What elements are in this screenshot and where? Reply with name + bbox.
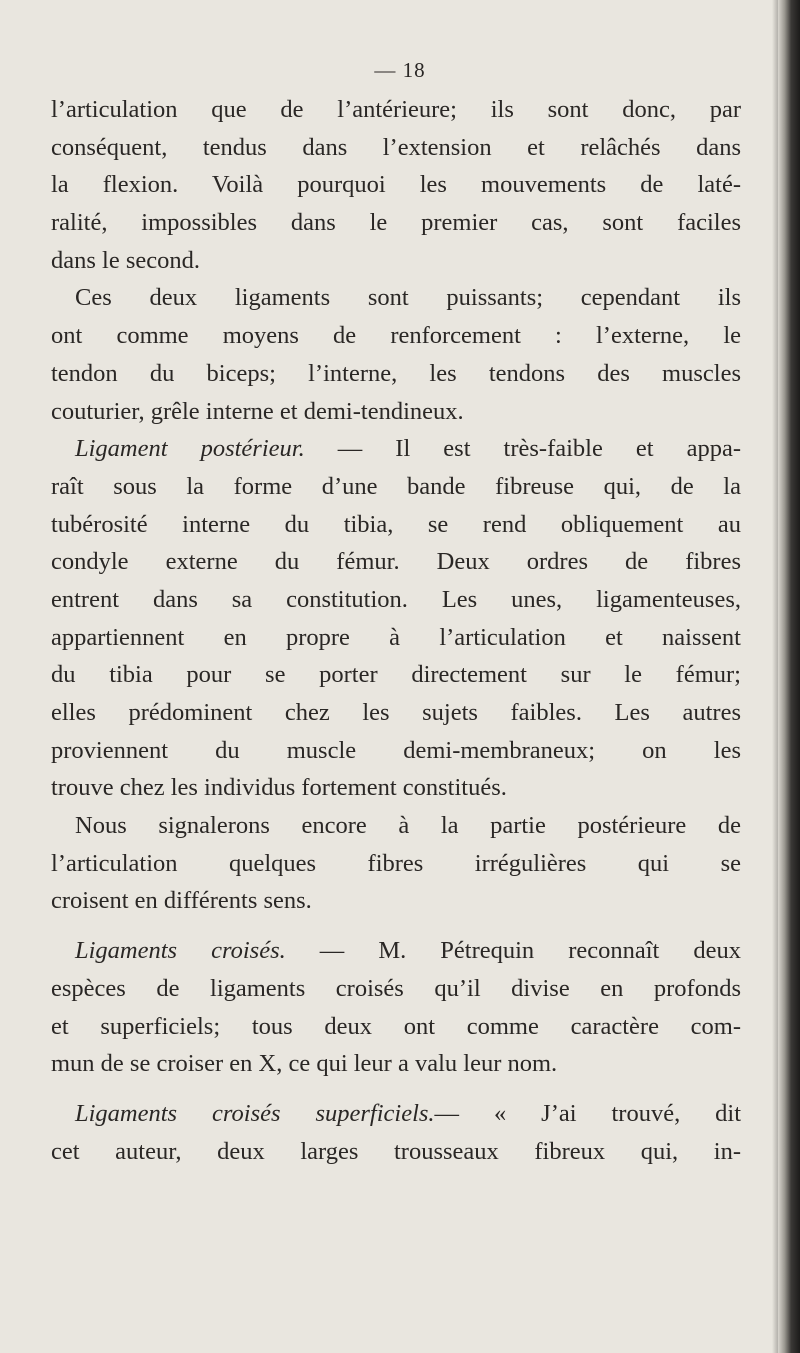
text-line: couturier, grêle interne et demi-tendineux.	[51, 397, 464, 425]
text-line: conséquent, tendus dans l’extension et relâchés dans	[51, 133, 741, 161]
text-line: proviennent du muscle demi-membraneux; on les	[51, 736, 741, 764]
text-run: — « J’ai trouvé, dit	[434, 1099, 741, 1127]
text-line: mun de se croiser en X, ce qui leur a valu leur nom.	[51, 1050, 558, 1078]
text-line: la flexion. Voilà pourquoi les mouvements de laté-	[51, 171, 741, 199]
text-line: ralité, impossibles dans le premier cas, sont faciles	[51, 209, 741, 237]
text-run: — M. Pétrequin reconnaît deux	[285, 937, 741, 965]
section-heading: Ligaments croisés superficiels.	[75, 1099, 435, 1127]
text-line: condyle externe du fémur. Deux ordres de fibres	[51, 548, 741, 576]
text-line: tubérosité interne du tibia, se rend obliquement au	[51, 510, 741, 538]
text-line: cet auteur, deux larges trousseaux fibreux qui, in-	[51, 1137, 741, 1165]
text-line: du tibia pour se porter directement sur le fémur;	[51, 661, 741, 689]
text-line: Ces deux ligaments sont puissants; cependant ils	[75, 284, 741, 312]
text-line: et superficiels; tous deux ont comme caractère com-	[51, 1012, 741, 1040]
page-number: — 18	[374, 58, 426, 82]
text-line: l’articulation que de l’antérieure; ils sont donc, par	[51, 96, 741, 123]
text-line: dans le second.	[51, 246, 200, 274]
text-line: entrent dans sa constitution. Les unes, ligamenteuses,	[51, 585, 741, 613]
text-line	[51, 932, 741, 970]
text-line: elles prédominent chez les sujets faibles. Les autres	[51, 699, 741, 726]
text-run: — Il est très-faible et appa-	[304, 435, 741, 463]
section-heading: Ligament postérieur.	[75, 435, 305, 463]
text-line: raît sous la forme d’une bande fibreuse qui, de la	[51, 472, 741, 500]
text-line: Nous signalerons encore à la partie postérieure de	[75, 812, 741, 840]
text-line: ont comme moyens de renforcement : l’externe, le	[51, 322, 741, 350]
text-line	[51, 430, 741, 468]
text-line: trouve chez les individus fortement constitués.	[51, 774, 507, 802]
text-line: appartiennent en propre à l’articulation et naissent	[51, 623, 741, 651]
paragraph-gap	[51, 920, 741, 932]
text-line: l’articulation quelques fibres irrégulières qui se	[51, 849, 741, 877]
text-line: espèces de ligaments croisés qu’il divise en profonds	[51, 974, 741, 1002]
page-edge	[778, 0, 800, 1353]
page-body	[51, 91, 741, 1170]
text-line: croisent en différents sens.	[51, 887, 312, 915]
text-line: tendon du biceps; l’interne, les tendons des muscles	[51, 359, 741, 387]
section-heading: Ligaments croisés.	[75, 937, 286, 965]
text-line	[51, 1095, 741, 1133]
paragraph-gap	[51, 1083, 741, 1095]
